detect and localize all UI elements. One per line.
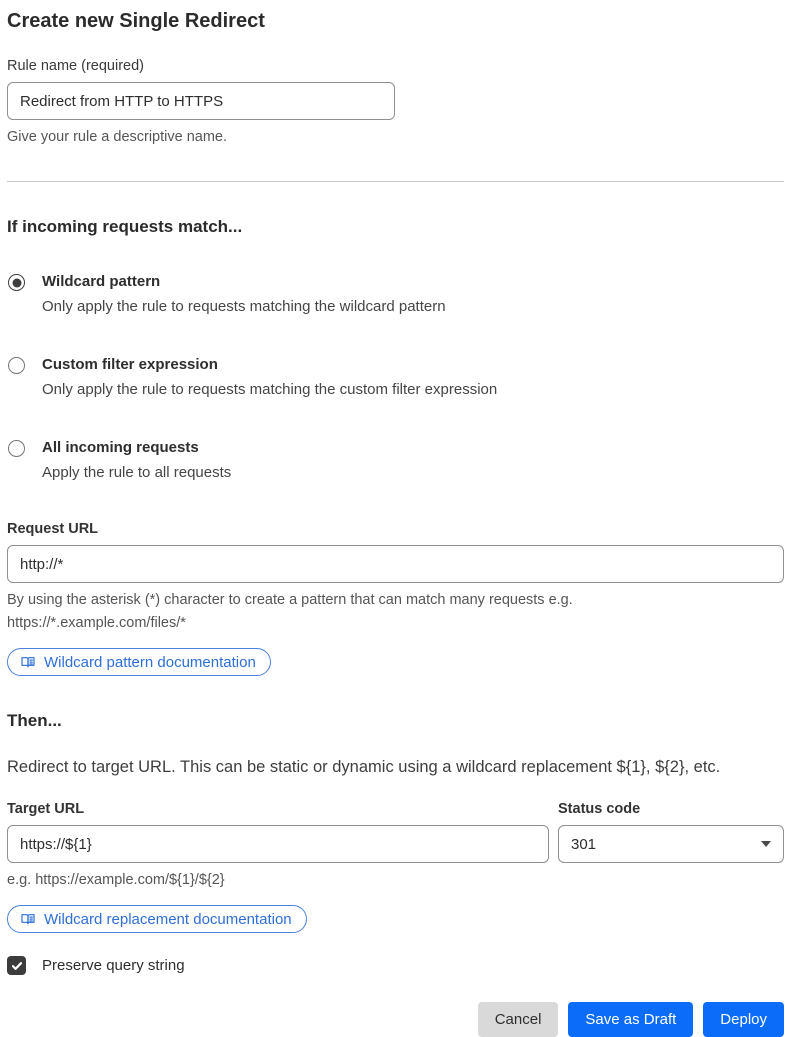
radio-2[interactable] <box>8 440 25 457</box>
status-code-select[interactable] <box>558 825 784 863</box>
book-icon <box>20 654 36 670</box>
radio-0[interactable] <box>8 274 25 291</box>
target-url-label: Target URL <box>7 801 85 817</box>
match-section-heading: If incoming requests match... <box>7 217 243 236</box>
request-url-helper-line2: https://*.example.com/files/* <box>7 615 186 631</box>
target-url-helper: e.g. https://example.com/${1}/${2} <box>7 872 225 888</box>
option-all-incoming-requests-label: All incoming requests <box>42 439 199 456</box>
match-options-group <box>7 272 784 482</box>
request-url-helper-line1: By using the asterisk (*) character to create a pattern that can match many requests e.g. <box>7 592 573 608</box>
then-section-heading: Then... <box>7 711 62 730</box>
chevron-down-icon <box>761 841 771 847</box>
option-custom-filter-expression[interactable] <box>7 355 784 399</box>
book-icon <box>20 911 36 927</box>
request-url-label: Request URL <box>7 521 99 537</box>
status-code-column <box>558 801 784 863</box>
option-wildcard-pattern[interactable] <box>7 272 784 316</box>
option-all-incoming-requests-description: Apply the rule to all requests <box>42 464 232 481</box>
status-code-label: Status code <box>558 801 641 817</box>
preserve-query-string-label: Preserve query string <box>42 957 185 974</box>
save-as-draft-button[interactable]: Save as Draft <box>568 1002 693 1037</box>
preserve-query-string-checkbox[interactable] <box>7 956 26 975</box>
request-url-input[interactable] <box>7 545 784 583</box>
request-url-helper <box>7 589 784 635</box>
target-status-row <box>7 801 784 863</box>
request-url-section <box>7 521 784 676</box>
target-url-input[interactable] <box>7 825 549 863</box>
wildcard-pattern-doc-button-label: Wildcard pattern documentation <box>44 653 256 671</box>
radio-1[interactable] <box>8 357 25 374</box>
status-code-value: 301 <box>571 835 597 853</box>
rule-name-input[interactable] <box>7 82 395 120</box>
option-wildcard-pattern-description: Only apply the rule to requests matching the wildcard pattern <box>42 298 446 315</box>
wildcard-replacement-doc-button[interactable] <box>7 905 307 933</box>
deploy-button[interactable]: Deploy <box>703 1002 784 1037</box>
option-custom-filter-expression-description: Only apply the rule to requests matching the custom filter expression <box>42 381 498 398</box>
option-wildcard-pattern-label: Wildcard pattern <box>42 273 161 290</box>
preserve-query-string-row[interactable] <box>7 956 784 975</box>
wildcard-replacement-doc-button-label: Wildcard replacement documentation <box>44 910 292 928</box>
wildcard-pattern-doc-button[interactable] <box>7 648 271 676</box>
then-description: Redirect to target URL. This can be static or dynamic using a wildcard replacement ${1}, ${2}, etc. <box>7 758 721 776</box>
page-title: Create new Single Redirect <box>7 10 265 32</box>
check-icon <box>11 960 23 972</box>
option-all-incoming-requests[interactable] <box>7 438 784 482</box>
cancel-button[interactable]: Cancel <box>478 1002 559 1037</box>
rule-name-helper: Give your rule a descriptive name. <box>7 129 228 145</box>
rule-name-label: Rule name (required) <box>7 58 145 74</box>
target-url-column <box>7 801 549 863</box>
section-divider <box>7 181 784 182</box>
option-custom-filter-expression-label: Custom filter expression <box>42 356 218 373</box>
